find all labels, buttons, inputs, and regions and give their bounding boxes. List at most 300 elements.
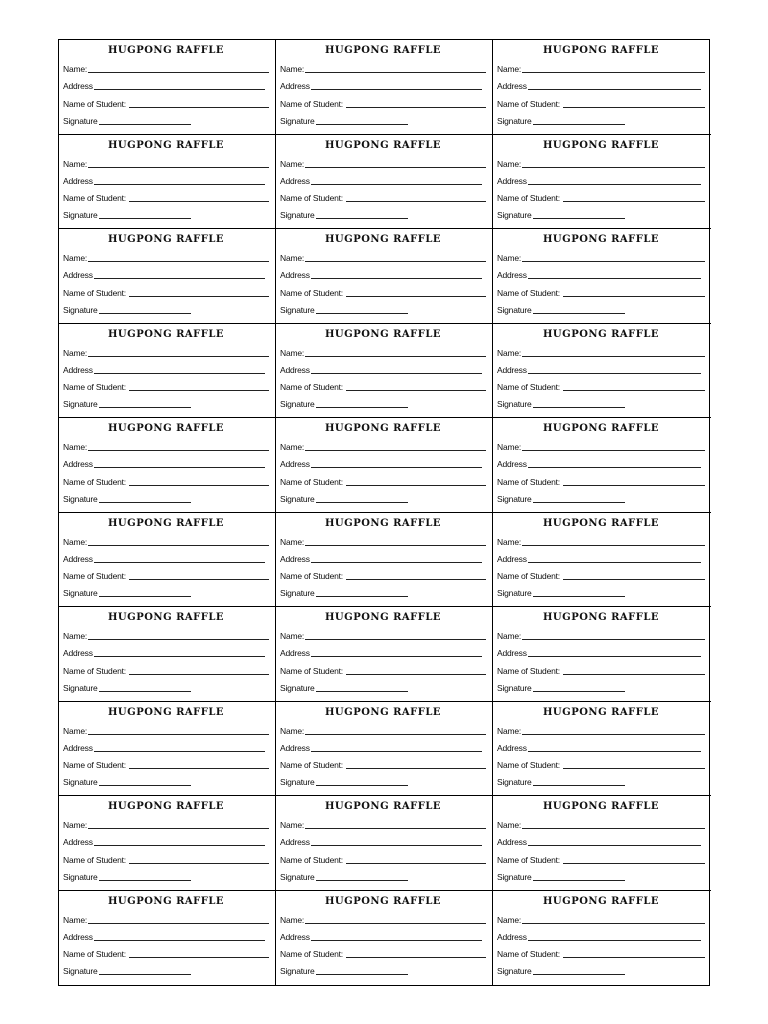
name-blank-line[interactable]	[522, 450, 705, 451]
name-blank-line[interactable]	[305, 167, 486, 168]
address-label: Address	[63, 553, 93, 564]
signature-label: Signature	[280, 966, 315, 977]
raffle-ticket-r3-c1	[59, 229, 276, 324]
signature-field[interactable]	[497, 866, 705, 883]
name-label: Name:	[280, 158, 305, 169]
signature-blank-line[interactable]	[316, 974, 408, 975]
name-blank-line[interactable]	[88, 545, 269, 546]
name-blank-line[interactable]	[522, 261, 705, 262]
student-name-field[interactable]	[63, 943, 269, 960]
name-field[interactable]	[497, 247, 705, 264]
ticket-title: HUGPONG RAFFLE	[542, 612, 660, 623]
student-name-label: Name of Student:	[63, 287, 126, 298]
address-blank-line[interactable]	[94, 751, 265, 752]
name-blank-line[interactable]	[305, 734, 486, 735]
address-blank-line[interactable]	[311, 845, 482, 846]
student-name-blank-line[interactable]	[346, 768, 486, 769]
address-field[interactable]	[63, 548, 269, 565]
signature-blank-line[interactable]	[99, 974, 191, 975]
name-blank-line[interactable]	[305, 356, 486, 357]
student-name-blank-line[interactable]	[563, 390, 705, 391]
signature-label: Signature	[280, 493, 315, 504]
student-name-blank-line[interactable]	[563, 768, 705, 769]
signature-blank-line[interactable]	[316, 407, 408, 408]
student-name-blank-line[interactable]	[129, 674, 269, 675]
name-field[interactable]	[280, 342, 486, 359]
address-label: Address	[280, 459, 310, 470]
address-field[interactable]	[497, 170, 705, 187]
address-blank-line[interactable]	[311, 751, 482, 752]
signature-label: Signature	[497, 493, 532, 504]
name-blank-line[interactable]	[522, 72, 705, 73]
address-blank-line[interactable]	[94, 940, 265, 941]
signature-blank-line[interactable]	[533, 502, 625, 503]
address-field[interactable]	[497, 75, 705, 92]
student-name-blank-line[interactable]	[129, 579, 269, 580]
ticket-title: HUGPONG RAFFLE	[324, 45, 442, 56]
name-label: Name:	[280, 725, 305, 736]
signature-blank-line[interactable]	[316, 124, 408, 125]
student-name-field[interactable]	[280, 376, 486, 393]
address-field[interactable]	[280, 642, 486, 659]
name-blank-line[interactable]	[88, 639, 269, 640]
address-label: Address	[497, 837, 527, 848]
address-field[interactable]	[497, 737, 705, 754]
signature-field[interactable]	[280, 866, 486, 883]
signature-field[interactable]	[280, 110, 486, 127]
signature-blank-line[interactable]	[99, 218, 191, 219]
signature-field[interactable]	[280, 582, 486, 599]
name-field[interactable]	[497, 342, 705, 359]
student-name-blank-line[interactable]	[129, 768, 269, 769]
student-name-field[interactable]	[280, 565, 486, 582]
name-field[interactable]	[497, 436, 705, 453]
name-field[interactable]	[497, 720, 705, 737]
address-field[interactable]	[497, 926, 705, 943]
student-name-field[interactable]	[280, 92, 486, 109]
signature-label: Signature	[497, 304, 532, 315]
signature-field[interactable]	[497, 110, 705, 127]
signature-field[interactable]	[63, 866, 269, 883]
address-field[interactable]	[63, 75, 269, 92]
signature-label: Signature	[280, 210, 315, 221]
student-name-field[interactable]	[497, 470, 705, 487]
name-label: Name:	[497, 158, 522, 169]
student-name-field[interactable]	[280, 470, 486, 487]
address-field[interactable]	[497, 359, 705, 376]
name-label: Name:	[497, 725, 522, 736]
signature-label: Signature	[63, 115, 98, 126]
signature-field[interactable]	[63, 488, 269, 505]
address-blank-line[interactable]	[311, 656, 482, 657]
name-field[interactable]	[280, 720, 486, 737]
student-name-blank-line[interactable]	[563, 674, 705, 675]
address-blank-line[interactable]	[528, 751, 701, 752]
name-field[interactable]	[280, 247, 486, 264]
address-field[interactable]	[63, 737, 269, 754]
address-field[interactable]	[280, 548, 486, 565]
address-blank-line[interactable]	[311, 373, 482, 374]
address-blank-line[interactable]	[528, 845, 701, 846]
student-name-label: Name of Student:	[280, 287, 343, 298]
address-field[interactable]	[63, 926, 269, 943]
signature-blank-line[interactable]	[316, 218, 408, 219]
student-name-blank-line[interactable]	[563, 296, 705, 297]
name-label: Name:	[280, 631, 305, 642]
ticket-title: HUGPONG RAFFLE	[542, 45, 660, 56]
signature-blank-line[interactable]	[316, 691, 408, 692]
student-name-blank-line[interactable]	[346, 863, 486, 864]
student-name-blank-line[interactable]	[346, 201, 486, 202]
address-field[interactable]	[280, 831, 486, 848]
signature-field[interactable]	[63, 204, 269, 221]
ticket-title: HUGPONG RAFFLE	[107, 801, 225, 812]
name-field[interactable]	[280, 909, 486, 926]
signature-field[interactable]	[497, 582, 705, 599]
student-name-label: Name of Student:	[497, 949, 560, 960]
student-name-field[interactable]	[497, 92, 705, 109]
student-name-blank-line[interactable]	[346, 485, 486, 486]
signature-label: Signature	[497, 871, 532, 882]
name-blank-line[interactable]	[305, 545, 486, 546]
student-name-field[interactable]	[63, 470, 269, 487]
student-name-field[interactable]	[280, 754, 486, 771]
student-name-blank-line[interactable]	[563, 107, 705, 108]
signature-field[interactable]	[280, 204, 486, 221]
signature-field[interactable]	[497, 677, 705, 694]
student-name-field[interactable]	[280, 281, 486, 298]
raffle-ticket-r8-c1	[59, 702, 276, 797]
address-blank-line[interactable]	[528, 278, 701, 279]
address-blank-line[interactable]	[94, 656, 265, 657]
signature-field[interactable]	[497, 960, 705, 977]
name-field[interactable]	[63, 436, 269, 453]
signature-blank-line[interactable]	[316, 313, 408, 314]
signature-field[interactable]	[497, 299, 705, 316]
name-blank-line[interactable]	[305, 72, 486, 73]
address-blank-line[interactable]	[528, 562, 701, 563]
name-blank-line[interactable]	[305, 828, 486, 829]
ticket-title: HUGPONG RAFFLE	[324, 234, 442, 245]
raffle-ticket-r7-c1	[59, 607, 276, 702]
signature-field[interactable]	[63, 960, 269, 977]
address-field[interactable]	[280, 453, 486, 470]
student-name-field[interactable]	[63, 376, 269, 393]
address-field[interactable]	[63, 831, 269, 848]
student-name-field[interactable]	[497, 281, 705, 298]
student-name-blank-line[interactable]	[563, 863, 705, 864]
signature-blank-line[interactable]	[316, 502, 408, 503]
name-blank-line[interactable]	[305, 923, 486, 924]
signature-blank-line[interactable]	[316, 785, 408, 786]
name-field[interactable]	[63, 720, 269, 737]
signature-field[interactable]	[280, 393, 486, 410]
signature-blank-line[interactable]	[533, 313, 625, 314]
address-blank-line[interactable]	[94, 562, 265, 563]
raffle-ticket-sheet	[58, 39, 710, 986]
address-field[interactable]	[280, 926, 486, 943]
student-name-blank-line[interactable]	[563, 201, 705, 202]
name-field[interactable]	[63, 153, 269, 170]
name-blank-line[interactable]	[305, 450, 486, 451]
student-name-label: Name of Student:	[63, 476, 126, 487]
address-blank-line[interactable]	[528, 373, 701, 374]
signature-field[interactable]	[497, 393, 705, 410]
name-field[interactable]	[63, 625, 269, 642]
address-field[interactable]	[63, 170, 269, 187]
student-name-blank-line[interactable]	[129, 107, 269, 108]
name-blank-line[interactable]	[305, 639, 486, 640]
signature-blank-line[interactable]	[533, 785, 625, 786]
name-blank-line[interactable]	[88, 356, 269, 357]
student-name-label: Name of Student:	[63, 98, 126, 109]
name-blank-line[interactable]	[88, 450, 269, 451]
name-blank-line[interactable]	[522, 923, 705, 924]
student-name-blank-line[interactable]	[346, 296, 486, 297]
student-name-field[interactable]	[497, 565, 705, 582]
address-blank-line[interactable]	[311, 562, 482, 563]
signature-blank-line[interactable]	[99, 502, 191, 503]
signature-field[interactable]	[497, 204, 705, 221]
signature-field[interactable]	[63, 771, 269, 788]
student-name-field[interactable]	[63, 659, 269, 676]
student-name-blank-line[interactable]	[563, 579, 705, 580]
address-field[interactable]	[497, 264, 705, 281]
signature-blank-line[interactable]	[533, 596, 625, 597]
student-name-field[interactable]	[63, 281, 269, 298]
name-blank-line[interactable]	[88, 734, 269, 735]
signature-field[interactable]	[280, 488, 486, 505]
signature-blank-line[interactable]	[533, 407, 625, 408]
address-blank-line[interactable]	[94, 845, 265, 846]
student-name-field[interactable]	[63, 754, 269, 771]
name-blank-line[interactable]	[88, 923, 269, 924]
student-name-blank-line[interactable]	[129, 485, 269, 486]
name-label: Name:	[497, 536, 522, 547]
signature-field[interactable]	[63, 582, 269, 599]
name-field[interactable]	[497, 531, 705, 548]
signature-label: Signature	[497, 210, 532, 221]
student-name-blank-line[interactable]	[346, 390, 486, 391]
address-blank-line[interactable]	[311, 940, 482, 941]
name-label: Name:	[63, 347, 88, 358]
student-name-label: Name of Student:	[280, 98, 343, 109]
signature-field[interactable]	[497, 771, 705, 788]
student-name-field[interactable]	[63, 92, 269, 109]
raffle-ticket-r7-c2	[276, 607, 493, 702]
student-name-field[interactable]	[497, 848, 705, 865]
student-name-blank-line[interactable]	[563, 957, 705, 958]
signature-blank-line[interactable]	[99, 407, 191, 408]
address-blank-line[interactable]	[528, 184, 701, 185]
student-name-label: Name of Student:	[280, 476, 343, 487]
address-field[interactable]	[280, 264, 486, 281]
address-label: Address	[280, 837, 310, 848]
student-name-field[interactable]	[280, 187, 486, 204]
address-blank-line[interactable]	[311, 467, 482, 468]
address-blank-line[interactable]	[528, 467, 701, 468]
name-blank-line[interactable]	[522, 356, 705, 357]
signature-blank-line[interactable]	[533, 691, 625, 692]
name-field[interactable]	[497, 58, 705, 75]
address-blank-line[interactable]	[94, 184, 265, 185]
name-field[interactable]	[280, 625, 486, 642]
address-field[interactable]	[63, 642, 269, 659]
signature-label: Signature	[497, 399, 532, 410]
signature-field[interactable]	[280, 677, 486, 694]
signature-field[interactable]	[63, 299, 269, 316]
address-field[interactable]	[280, 75, 486, 92]
name-blank-line[interactable]	[522, 639, 705, 640]
signature-blank-line[interactable]	[533, 974, 625, 975]
signature-blank-line[interactable]	[99, 596, 191, 597]
address-blank-line[interactable]	[94, 278, 265, 279]
student-name-field[interactable]	[497, 376, 705, 393]
signature-field[interactable]	[63, 677, 269, 694]
name-field[interactable]	[497, 625, 705, 642]
name-field[interactable]	[63, 342, 269, 359]
name-blank-line[interactable]	[88, 72, 269, 73]
address-field[interactable]	[497, 642, 705, 659]
address-field[interactable]	[280, 737, 486, 754]
signature-label: Signature	[63, 399, 98, 410]
name-field[interactable]	[63, 247, 269, 264]
student-name-blank-line[interactable]	[346, 674, 486, 675]
signature-blank-line[interactable]	[99, 880, 191, 881]
address-label: Address	[497, 175, 527, 186]
signature-label: Signature	[280, 871, 315, 882]
name-blank-line[interactable]	[88, 828, 269, 829]
name-blank-line[interactable]	[305, 261, 486, 262]
address-field[interactable]	[63, 359, 269, 376]
address-field[interactable]	[497, 453, 705, 470]
student-name-label: Name of Student:	[63, 665, 126, 676]
signature-blank-line[interactable]	[99, 313, 191, 314]
address-label: Address	[63, 648, 93, 659]
name-field[interactable]	[280, 436, 486, 453]
address-label: Address	[497, 459, 527, 470]
address-blank-line[interactable]	[94, 89, 265, 90]
signature-blank-line[interactable]	[99, 691, 191, 692]
student-name-field[interactable]	[497, 943, 705, 960]
ticket-title: HUGPONG RAFFLE	[542, 139, 660, 151]
student-name-field[interactable]	[280, 659, 486, 676]
address-field[interactable]	[63, 264, 269, 281]
signature-blank-line[interactable]	[99, 785, 191, 786]
name-field[interactable]	[280, 58, 486, 75]
name-field[interactable]	[280, 153, 486, 170]
raffle-ticket-r6-c3	[493, 513, 711, 608]
address-blank-line[interactable]	[528, 89, 701, 90]
student-name-blank-line[interactable]	[129, 390, 269, 391]
name-field[interactable]	[280, 531, 486, 548]
address-field[interactable]	[497, 831, 705, 848]
name-field[interactable]	[280, 814, 486, 831]
ticket-title: HUGPONG RAFFLE	[324, 517, 442, 529]
name-field[interactable]	[497, 909, 705, 926]
student-name-label: Name of Student:	[63, 193, 126, 204]
student-name-blank-line[interactable]	[129, 201, 269, 202]
signature-field[interactable]	[497, 488, 705, 505]
student-name-blank-line[interactable]	[129, 296, 269, 297]
name-blank-line[interactable]	[522, 734, 705, 735]
signature-blank-line[interactable]	[533, 124, 625, 125]
name-blank-line[interactable]	[522, 545, 705, 546]
name-field[interactable]	[497, 814, 705, 831]
raffle-ticket-r6-c1	[59, 513, 276, 608]
student-name-field[interactable]	[280, 943, 486, 960]
name-blank-line[interactable]	[522, 167, 705, 168]
address-blank-line[interactable]	[311, 89, 482, 90]
name-field[interactable]	[63, 58, 269, 75]
address-label: Address	[280, 742, 310, 753]
student-name-blank-line[interactable]	[129, 863, 269, 864]
address-field[interactable]	[280, 359, 486, 376]
raffle-ticket-r8-c2	[276, 702, 493, 797]
student-name-blank-line[interactable]	[346, 579, 486, 580]
name-field[interactable]	[497, 153, 705, 170]
address-blank-line[interactable]	[94, 467, 265, 468]
name-field[interactable]	[63, 909, 269, 926]
ticket-title: HUGPONG RAFFLE	[324, 706, 442, 718]
name-field[interactable]	[63, 531, 269, 548]
ticket-title: HUGPONG RAFFLE	[542, 801, 660, 812]
address-label: Address	[63, 364, 93, 375]
name-field[interactable]	[63, 814, 269, 831]
address-blank-line[interactable]	[311, 278, 482, 279]
address-blank-line[interactable]	[94, 373, 265, 374]
student-name-field[interactable]	[63, 848, 269, 865]
student-name-field[interactable]	[497, 659, 705, 676]
student-name-field[interactable]	[63, 187, 269, 204]
address-label: Address	[280, 931, 310, 942]
signature-blank-line[interactable]	[316, 880, 408, 881]
address-field[interactable]	[280, 170, 486, 187]
name-label: Name:	[63, 253, 88, 264]
address-label: Address	[280, 270, 310, 281]
signature-blank-line[interactable]	[316, 596, 408, 597]
signature-blank-line[interactable]	[533, 218, 625, 219]
address-blank-line[interactable]	[528, 656, 701, 657]
student-name-field[interactable]	[497, 187, 705, 204]
address-blank-line[interactable]	[528, 940, 701, 941]
student-name-blank-line[interactable]	[346, 957, 486, 958]
raffle-ticket-r4-c3	[493, 324, 711, 419]
signature-blank-line[interactable]	[99, 124, 191, 125]
name-blank-line[interactable]	[522, 828, 705, 829]
signature-field[interactable]	[280, 299, 486, 316]
signature-blank-line[interactable]	[533, 880, 625, 881]
ticket-title: HUGPONG RAFFLE	[542, 517, 660, 529]
name-blank-line[interactable]	[88, 167, 269, 168]
student-name-blank-line[interactable]	[129, 957, 269, 958]
address-blank-line[interactable]	[311, 184, 482, 185]
student-name-field[interactable]	[63, 565, 269, 582]
signature-field[interactable]	[280, 771, 486, 788]
address-field[interactable]	[497, 548, 705, 565]
student-name-blank-line[interactable]	[346, 107, 486, 108]
name-blank-line[interactable]	[88, 261, 269, 262]
name-label: Name:	[280, 347, 305, 358]
student-name-field[interactable]	[497, 754, 705, 771]
signature-field[interactable]	[63, 110, 269, 127]
address-field[interactable]	[63, 453, 269, 470]
student-name-field[interactable]	[280, 848, 486, 865]
signature-field[interactable]	[63, 393, 269, 410]
signature-field[interactable]	[280, 960, 486, 977]
student-name-blank-line[interactable]	[563, 485, 705, 486]
name-label: Name:	[280, 536, 305, 547]
